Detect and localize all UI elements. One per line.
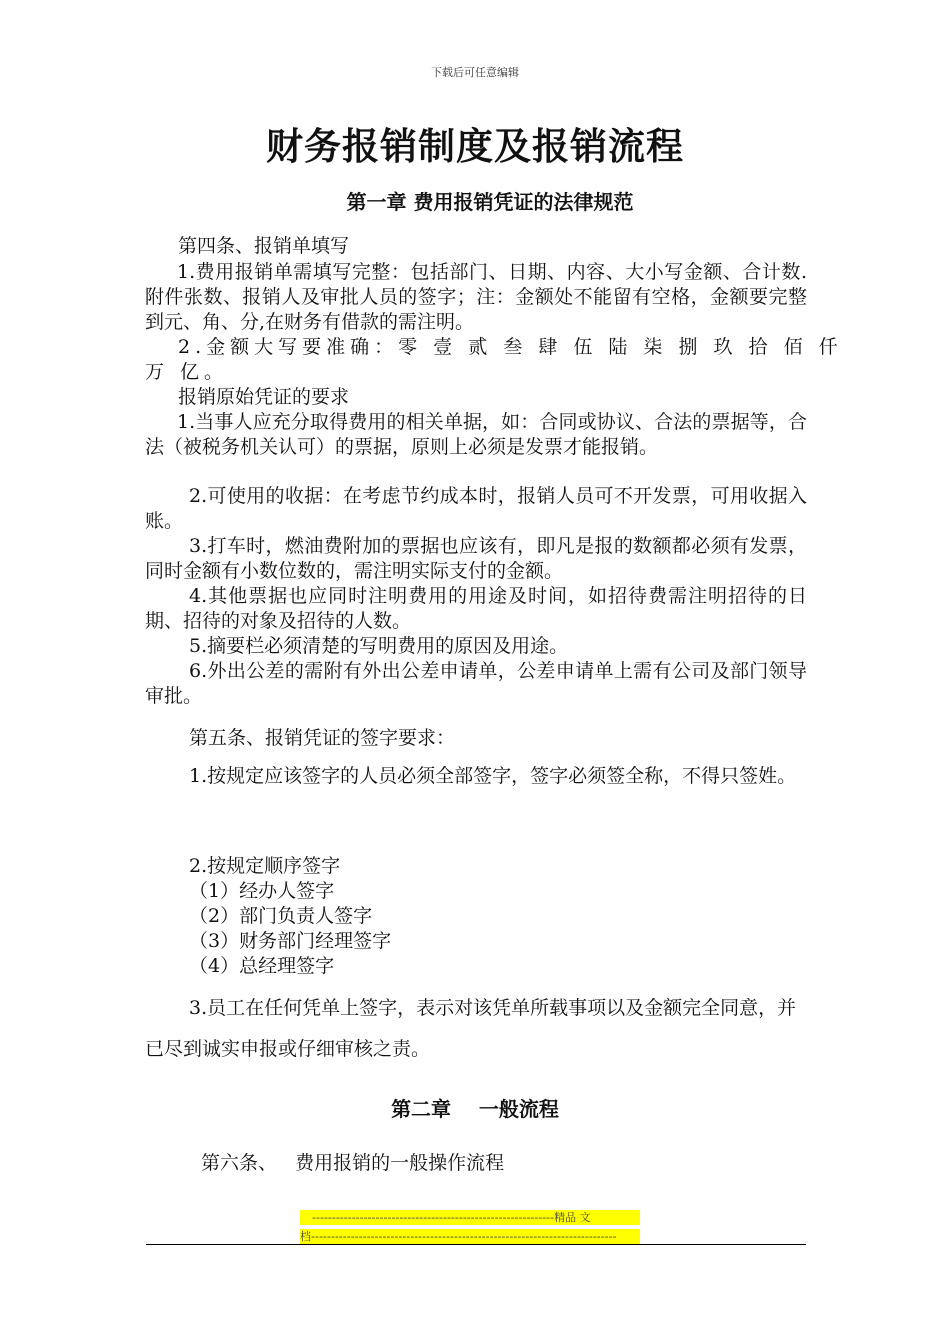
article-6-heading: 第六条、 费用报销的一般操作流程	[201, 1152, 505, 1174]
signature-step-2: （2）部门负责人签字	[189, 905, 373, 927]
article-5-heading: 第五条、报销凭证的签字要求：	[189, 727, 456, 749]
voucher-item-6: 6.外出公差的需附有外出公差申请单，公差申请单上需有公司及部门领导审批。	[145, 660, 807, 707]
voucher-requirements-heading: 报销原始凭证的要求	[178, 386, 350, 408]
signature-step-4: （4）总经理签字	[189, 955, 335, 977]
article-5-item-1: 1.按规定应该签字的人员必须全部签字，签字必须签全称，不得只签姓。	[189, 765, 797, 787]
chapter-2-title: 第二章 一般流程	[391, 1097, 559, 1121]
article-4-heading: 第四条、报销单填写	[178, 235, 350, 257]
article-4-item-1: 1.费用报销单需填写完整：包括部门、日期、内容、大小写金额、合计数.附件张数、报销人及审批人员的签字；注：金额处不能留有空格，金额要完整到元、角、分,在财务有借款的需注明。	[145, 261, 807, 333]
article-4-item-2-line-2: 万 亿。	[145, 361, 229, 383]
voucher-item-4: 4.其他票据也应同时注明费用的用途及时间，如招待费需注明招待的日期、招待的对象及招待的人数。	[145, 585, 807, 632]
voucher-item-1: 1.当事人应充分取得费用的相关单据，如：合同或协议、合法的票据等，合法（被税务机关认可）的票据，原则上必须是发票才能报销。	[145, 411, 807, 458]
article-5-item-3: 3.员工在任何凭单上签字，表示对该凭单所载事项以及金额完全同意，并已尽到诚实申报或仔细审核之责。	[145, 997, 797, 1060]
footer-line-1: -------------------------------------------------------------精品 文	[300, 1210, 640, 1225]
voucher-item-2: 2.可使用的收据：在考虑节约成本时，报销人员可不开发票，可用收据入账。	[145, 485, 807, 532]
voucher-item-5: 5.摘要栏必须清楚的写明费用的原因及用途。	[189, 635, 569, 657]
header-note: 下载后可任意编辑	[431, 66, 519, 79]
article-5-item-2: 2.按规定顺序签字	[189, 855, 341, 877]
chapter-1-title: 第一章 费用报销凭证的法律规范	[346, 190, 634, 214]
signature-step-3: （3）财务部门经理签字	[189, 930, 392, 952]
footer-divider	[146, 1244, 806, 1245]
voucher-item-3: 3.打车时，燃油费附加的票据也应该有，即凡是报的数额都必须有发票，同时金额有小数位数的，需注明实际支付的金额。	[145, 535, 807, 582]
footer-watermark	[300, 1210, 640, 1248]
article-4-item-2-line-1: 2.金额大写要准确：零 壹 贰 叁 肆 伍 陆 柒 捌 玖 拾 佰 仟	[178, 336, 843, 358]
footer-line-2: 档-----------------------------------------------------------------------------	[300, 1229, 640, 1244]
document-title: 财务报销制度及报销流程	[266, 124, 684, 168]
signature-step-1: （1）经办人签字	[189, 880, 335, 902]
